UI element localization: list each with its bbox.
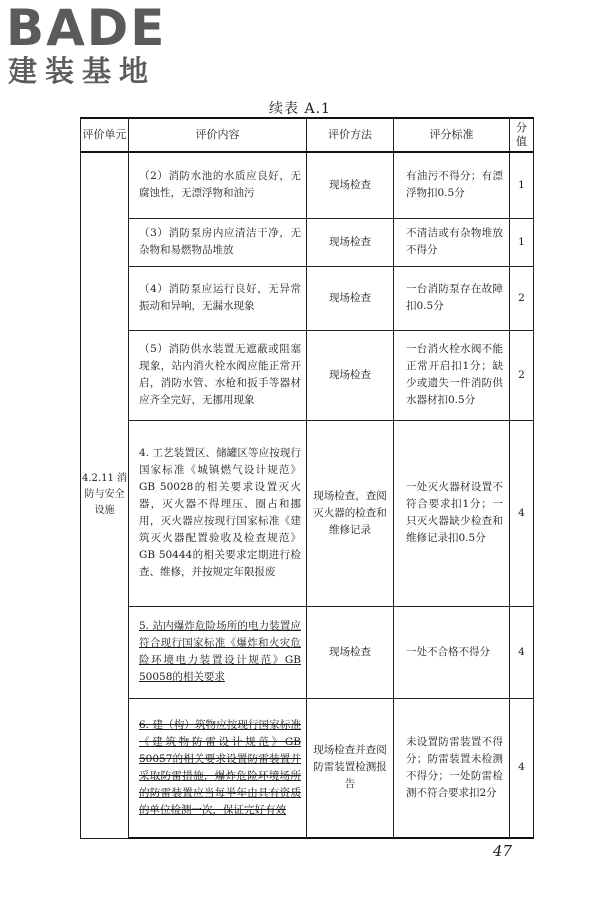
row-content: 4. 工艺装置区、储罐区等应按现行国家标准《城镇燃气设计规范》GB 50028的相关要求设置灭火器，灭火器不得埋压、圈占和挪用，灭火器应按现行国家标准《建筑灭火器配置验收及检查规范》GB 50444的相关要求定期进行检查、维修，并按规定年限报废: [129, 420, 307, 606]
row-method: 现场检查: [307, 606, 394, 698]
row-method: 现场检查: [307, 152, 394, 218]
page-number: 47: [492, 842, 512, 860]
row-criteria: 不清洁或有杂物堆放不得分: [394, 218, 510, 266]
row-criteria: 未设置防雷装置不得分；防雷装置未检测不得分；一处防雷检测不符合要求扣2分: [394, 698, 510, 838]
row-score: 1: [510, 152, 534, 218]
evaluation-unit: 4.2.11 消防与安全设施: [81, 152, 129, 838]
table-header-row: [81, 118, 534, 152]
row-criteria: 一台消防泵存在故障扣0.5分: [394, 266, 510, 330]
row-criteria: 一台消火栓水阀不能正常开启扣1分；缺少或遗失一件消防供水器材扣0.5分: [394, 330, 510, 420]
header-unit: 评价单元: [81, 118, 129, 152]
row-criteria: 有油污不得分；有漂浮物扣0.5分: [394, 152, 510, 218]
row-method: 现场检查并查阅防雷装置检测报告: [307, 698, 394, 838]
row-method: 现场检查: [307, 218, 394, 266]
table-caption: 续表 A.1: [269, 101, 331, 117]
table-row: [81, 152, 534, 218]
row-content: 5. 站内爆炸危险场所的电力装置应符合现行国家标准《爆炸和火灾危险环境电力装置设计规范》GB 50058的相关要求: [139, 620, 301, 683]
row-method: 现场检查: [307, 266, 394, 330]
row-score: 1: [510, 218, 534, 266]
table-row: [81, 420, 534, 606]
header-score: 分值: [510, 118, 534, 152]
table-row: [81, 330, 534, 420]
row-method: 现场检查: [307, 330, 394, 420]
row-method: 现场检查，查阅灭火器的检查和维修记录: [307, 420, 394, 606]
row-content: （3）消防泵房内应清洁干净，无杂物和易燃物品堆放: [129, 218, 307, 266]
row-content: 6. 建（构）筑物应按现行国家标准《建筑物防雷设计规范》GB 50057的相关要求设置防雷装置并采取防雷措施，爆炸危险环境场所的防雷装置应当每半年由具有资质的单位检测一次，保证完好有效: [139, 718, 301, 816]
evaluation-table: [80, 117, 534, 839]
row-content: （5）消防供水装置无遮蔽或阻塞现象，站内消火栓水阀应能正常开启，消防水管、水枪和扳手等器材应齐全完好，无挪用现象: [129, 330, 307, 420]
logo-wordmark: BADE: [6, 0, 167, 57]
header-criteria: 评分标准: [394, 118, 510, 152]
table-row: [81, 606, 534, 698]
logo-chinese-name: 建装基地: [8, 54, 157, 88]
row-score: 2: [510, 330, 534, 420]
header-method: 评价方法: [307, 118, 394, 152]
row-score: 4: [510, 606, 534, 698]
table-row: [81, 266, 534, 330]
row-score: 4: [510, 698, 534, 838]
table-row: [81, 698, 534, 838]
row-content: （4）消防泵应运行良好，无异常振动和异响，无漏水现象: [129, 266, 307, 330]
row-score: 2: [510, 266, 534, 330]
brand-logo: [6, 2, 206, 94]
row-criteria: 一处不合格不得分: [394, 606, 510, 698]
table-row: [81, 218, 534, 266]
row-content: （2）消防水池的水质应良好，无腐蚀性，无漂浮物和油污: [129, 152, 307, 218]
row-criteria: 一处灭火器材设置不符合要求扣1分；一只灭火器缺少检查和维修记录扣0.5分: [394, 420, 510, 606]
row-score: 4: [510, 420, 534, 606]
header-content: 评价内容: [129, 118, 307, 152]
